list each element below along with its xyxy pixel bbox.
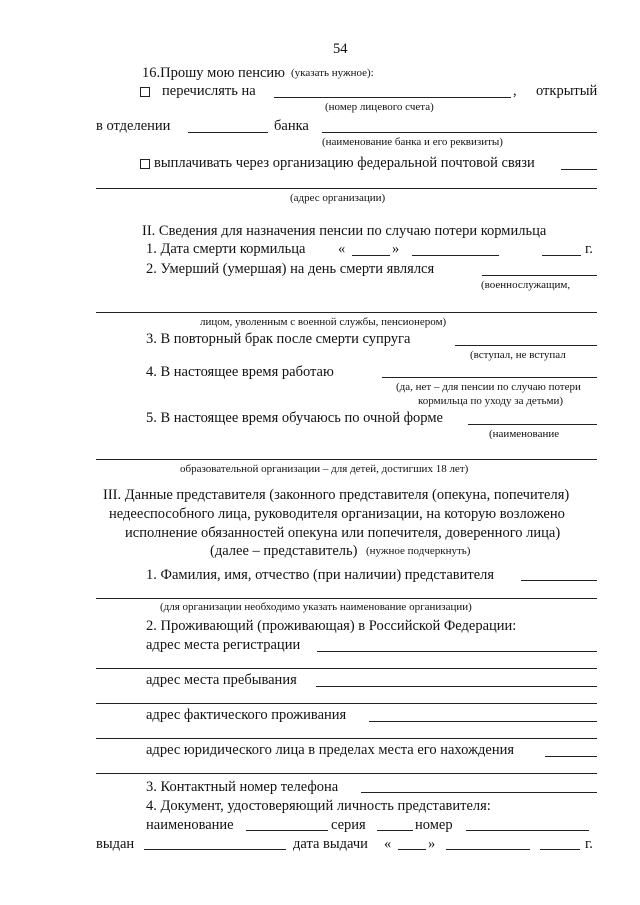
account-number-line[interactable]	[274, 97, 511, 98]
section-3-title-1: III. Данные представителя (законного представителя (опекуна, попечителя)	[103, 487, 570, 503]
study-line-2[interactable]	[96, 459, 597, 460]
doc-series-label: серия	[331, 817, 366, 833]
study-label: 5. В настоящее время обучаюсь по очной форме	[146, 410, 443, 426]
year-suffix: г.	[585, 241, 593, 257]
section-3-title-4-note: (нужное подчеркнуть)	[366, 545, 471, 557]
quote-close: »	[392, 241, 400, 257]
reg-address-line-2[interactable]	[96, 668, 597, 669]
issued-by-line[interactable]	[144, 849, 286, 850]
issue-year-line[interactable]	[540, 849, 580, 850]
doc-series-line[interactable]	[377, 830, 413, 831]
study-caption-1: (наименование	[489, 428, 560, 440]
section-3-title-3: исполнение обязанностей опекуна или попечителя, доверенного лица)	[125, 525, 561, 541]
doc-name-line[interactable]	[246, 830, 328, 831]
death-day-line[interactable]	[352, 255, 390, 256]
section-2-title: II. Сведения для назначения пенсии по случаю потери кормильца	[142, 223, 547, 239]
actual-address-label: адрес фактического проживания	[146, 707, 347, 723]
rep-name-line-2[interactable]	[96, 598, 597, 599]
residing-label: 2. Проживающий (проживающая) в Российской Федерации:	[146, 618, 517, 634]
working-caption-1: (да, нет – для пенсии по случаю потери	[396, 381, 581, 393]
phone-line[interactable]	[361, 792, 597, 793]
working-caption-2: кормильца по уходу за детьми)	[418, 395, 564, 407]
section-3-title-4: (далее – представитель)	[210, 543, 358, 559]
address-caption: (адрес организации)	[290, 192, 386, 204]
post-label: выплачивать через организацию федеральной почтовой связи	[154, 155, 535, 171]
legal-address-line-2[interactable]	[96, 773, 597, 774]
death-date-label: 1. Дата смерти кормильца	[146, 241, 306, 257]
working-line[interactable]	[382, 377, 597, 378]
phone-label: 3. Контактный номер телефона	[146, 779, 339, 795]
study-line[interactable]	[468, 424, 597, 425]
actual-address-line-2[interactable]	[96, 738, 597, 739]
study-caption-2: образовательной организации – для детей, достигших 18 лет)	[180, 463, 469, 475]
issue-day-line[interactable]	[398, 849, 426, 850]
legal-address-line[interactable]	[545, 756, 597, 757]
deceased-line[interactable]	[482, 275, 597, 276]
issue-quote-close: »	[428, 836, 436, 852]
deceased-label: 2. Умерший (умершая) на день смерти являлся	[146, 261, 435, 277]
opened-label: открытый	[536, 83, 598, 99]
deceased-caption-2: лицом, уволенным с военной службы, пенсионером)	[200, 316, 447, 328]
post-line[interactable]	[561, 169, 597, 170]
actual-address-line[interactable]	[369, 721, 597, 722]
quote-open: «	[338, 241, 346, 257]
section-3-title-2: недееспособного лица, руководителя организации, на которую возложено	[109, 506, 565, 522]
account-caption: (номер лицевого счета)	[325, 101, 434, 113]
branch-label: в отделении	[96, 118, 171, 134]
bank-caption: (наименование банка и его реквизиты)	[322, 136, 503, 148]
remarriage-label: 3. В повторный брак после смерти супруга	[146, 331, 411, 347]
deceased-line-2[interactable]	[96, 312, 597, 313]
branch-line[interactable]	[188, 132, 268, 133]
stay-address-line[interactable]	[316, 686, 597, 687]
doc-number-line[interactable]	[466, 830, 589, 831]
rep-name-line[interactable]	[521, 580, 597, 581]
issued-by-label: выдан	[96, 836, 135, 852]
stay-address-line-2[interactable]	[96, 703, 597, 704]
post-address-line[interactable]	[96, 188, 597, 189]
rep-name-label: 1. Фамилия, имя, отчество (при наличии) представителя	[146, 567, 495, 583]
transfer-label: перечислять на	[162, 83, 256, 99]
remarriage-caption: (вступал, не вступал	[470, 349, 566, 361]
doc-label: 4. Документ, удостоверяющий личность представителя:	[146, 798, 491, 814]
s16-heading-note: (указать нужное):	[291, 67, 374, 79]
death-year-line[interactable]	[542, 255, 581, 256]
doc-number-label: номер	[415, 817, 453, 833]
post-checkbox[interactable]	[140, 159, 150, 169]
bank-label: банка	[274, 118, 309, 134]
transfer-checkbox[interactable]	[140, 87, 150, 97]
remarriage-line[interactable]	[455, 345, 597, 346]
page-number: 54	[333, 41, 348, 57]
working-label: 4. В настоящее время работаю	[146, 364, 334, 380]
legal-address-label: адрес юридического лица в пределах места его нахождения	[146, 742, 515, 758]
doc-name-label: наименование	[146, 817, 234, 833]
s16-heading: 16.Прошу мою пенсию	[142, 65, 286, 81]
issue-date-label: дата выдачи	[293, 836, 368, 852]
bank-line[interactable]	[322, 132, 597, 133]
issue-quote-open: «	[384, 836, 392, 852]
reg-address-line[interactable]	[317, 651, 597, 652]
stay-address-label: адрес места пребывания	[146, 672, 297, 688]
death-month-line[interactable]	[412, 255, 499, 256]
rep-name-caption: (для организации необходимо указать наименование организации)	[160, 601, 472, 613]
comma: ,	[513, 83, 517, 99]
reg-address-label: адрес места регистрации	[146, 637, 301, 653]
issue-month-line[interactable]	[446, 849, 530, 850]
deceased-caption-1: (военнослужащим,	[481, 279, 571, 291]
issue-year-suffix: г.	[585, 836, 593, 852]
